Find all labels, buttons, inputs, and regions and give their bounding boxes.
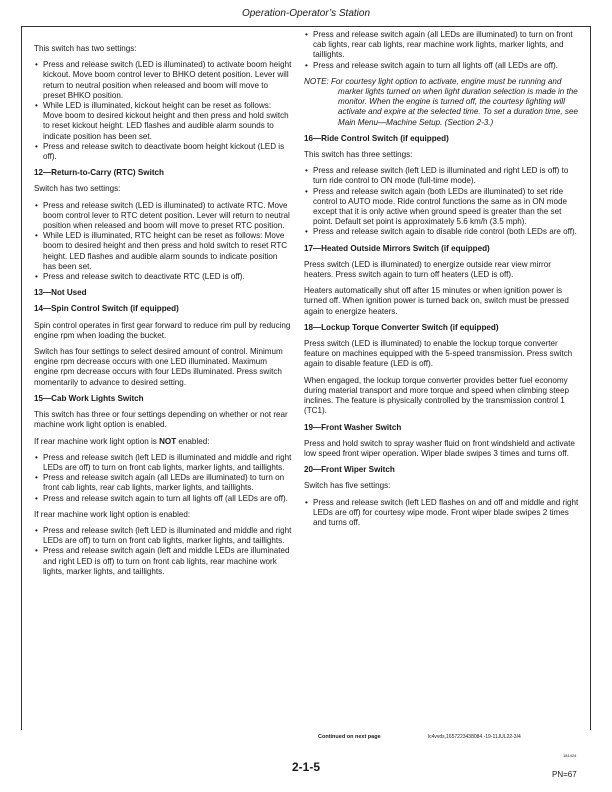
bullet-list	[34, 201, 292, 283]
paragraph: This switch has three settings:	[304, 150, 413, 160]
header-rule	[21, 26, 591, 27]
bullet-list	[34, 453, 292, 504]
text-run: If rear machine work light option is	[34, 436, 160, 446]
left-border	[21, 26, 22, 730]
bullet-list	[34, 526, 292, 577]
paragraph: Heaters automatically shut off after 15 minutes or when ignition power is turned off. When ignition power is turned back on, switch must be pressed again to energize heaters.	[304, 286, 569, 316]
paragraph	[34, 437, 292, 447]
section-heading: 15—Cab Work Lights Switch	[34, 393, 144, 403]
list-item: • Press and release switch again (all LEDs are illuminated) to turn on front cab lights, rear cab lights, rear machine work lights, marker lights, and taillights.	[304, 30, 582, 61]
document-reference: lc4vvds,1657223438084 -19-11JUL22-3/4	[428, 734, 521, 740]
bullet-list	[34, 60, 292, 162]
list-item: • While LED is illuminated, RTC height can be reset as follows: Move boom to desired height and then press and hold switch to reset RTC height. LED flashes and audible alarm sounds to indicate position has been set.	[34, 231, 292, 272]
bullet-list	[304, 498, 582, 529]
note: NOTE: For courtesy light option to activate, engine must be running and marker lights turned on when light duration selection is made in the monitor. When the engine is turned off, the courtesy lighting will activate and expire at the selected time. To set a duration time, see Main Menu—Machine Setup. (Section 2-3.)	[304, 76, 578, 127]
list-item: • Press and release switch again to turn all lights off (all LEDs are off).	[304, 61, 582, 71]
left-column	[34, 44, 292, 583]
paragraph: Switch has five settings:	[304, 481, 391, 491]
paragraph: Switch has four settings to select desired amount of control. Minimum engine rpm decrease occurs with one LED illuminated. Maximum engine rpm decrease occurs with four LEDs illuminated. Press switch momentarily to advance to desired setting.	[34, 347, 283, 387]
paragraph: This switch has two settings:	[34, 44, 137, 53]
section-heading: 16—Ride Control Switch (if equipped)	[304, 133, 449, 143]
list-item: • Press and release switch to deactivate boom height kickout (LED is off).	[34, 142, 292, 162]
paragraph: When engaged, the lockup torque converter provides better fuel economy during material transport and more torque and speed when climbing steep inclines. The feature is physically controlled by the transmission control 1 (TC1).	[304, 375, 569, 416]
right-border	[590, 26, 591, 730]
pn-label: PN=67	[552, 770, 577, 779]
section-heading: 12—Return-to-Carry (RTC) Switch	[34, 168, 164, 178]
list-item: • Press and release switch (LED is illuminated) to activate boom height kickout. Move boom control lever to BHKO detent position. Lever will return to neutral position when released and boom will move to preset BHKO position.	[34, 60, 292, 101]
text-run: enabled:	[176, 436, 210, 446]
list-item: • Press and release switch (left LED is illuminated and middle and right LEDs are off) to turn on front cab lights, marker lights, and taillights.	[34, 453, 292, 473]
section-heading: 19—Front Washer Switch	[304, 422, 402, 432]
paragraph: Press and hold switch to spray washer fluid on front windshield and activate low speed front wiper operation. Wiper blade swipes 3 times and turns off.	[304, 438, 575, 458]
list-item: • Press and release switch again (all LEDs are illuminated) to turn on front cab lights, rear cab lights, marker lights, and taillights.	[34, 473, 292, 493]
paragraph: If rear machine work light option is enabled:	[34, 509, 191, 519]
list-item: • While LED is illuminated, kickout height can be reset as follows: Move boom to desired kickout height and then press and hold switch to reset kickout height. LED flashes and audible alarm sounds to indicate position has been set.	[34, 101, 292, 142]
page-code: 181424	[563, 753, 577, 758]
list-item: • Press and release switch (left LED is illuminated and middle and right LEDs are off) to turn on front cab lights, marker lights, and taillights.	[34, 526, 292, 546]
page-header: Operation-Operator’s Station	[241, 8, 371, 19]
section-heading: 20—Front Wiper Switch	[304, 465, 395, 475]
list-item: • Press and release switch again (both LEDs are illuminated) to set ride control to AUTO mode. Ride control functions the same as in ON mode except that it is only active when ground speed is greater than the set point. Default set point is approximately 5.6 km/h (3.5 mph).	[304, 187, 582, 228]
section-heading: 17—Heated Outside Mirrors Switch (if equipped)	[304, 243, 490, 253]
section-heading: 13—Not Used	[34, 288, 87, 298]
paragraph: Spin control operates in first gear forward to reduce rim pull by reducing engine rpm when loading the bucket.	[34, 320, 291, 340]
paragraph: Press switch (LED is illuminated) to enable the lockup torque converter feature on machines equipped with the 5-speed transmission. Press switch again to disable feature (LED is off).	[304, 339, 573, 369]
paragraph: Press switch (LED is illuminated) to energize outside rear view mirror heaters. Press switch again to turn off heaters (LED is off).	[304, 259, 551, 280]
bullet-list	[304, 30, 582, 71]
page-number: 2-1-5	[291, 760, 320, 774]
list-item: • Press and release switch to deactivate RTC (LED is off).	[34, 272, 292, 282]
bullet-list	[304, 166, 582, 237]
emphasis-text: NOT	[159, 436, 177, 446]
list-item: • Press and release switch (LED is illuminated) to activate RTC. Move boom control lever to RTC detent position. Lever will return to neutral position when released and boom will move to preset RTC position.	[34, 201, 292, 232]
list-item: • Press and release switch (left LED is illuminated and right LED is off) to turn ride control to ON mode (full-time mode).	[304, 166, 582, 186]
section-heading: 14—Spin Control Switch (if equipped)	[34, 304, 179, 314]
paragraph: Switch has two settings:	[34, 184, 121, 194]
list-item: • Press and release switch again to turn all lights off (all LEDs are off).	[34, 494, 292, 504]
list-item: • Press and release switch again (left and middle LEDs are illuminated and right LED is off) to turn on front cab lights, rear machine work lights, marker lights, and taillights.	[34, 546, 292, 577]
list-item: • Press and release switch (left LED flashes on and off and middle and right LEDs are off) for courtesy wipe mode. Front wiper blade swipes 2 times and turns off.	[304, 498, 582, 529]
right-column	[304, 30, 582, 534]
section-heading: 18—Lockup Torque Converter Switch (if equipped)	[304, 322, 499, 332]
continued-notice: Continued on next page	[318, 734, 381, 740]
list-item: • Press and release switch again to disable ride control (both LEDs are off).	[304, 227, 582, 237]
paragraph: This switch has three or four settings depending on whether or not rear machine work light option is enabled.	[34, 410, 288, 430]
